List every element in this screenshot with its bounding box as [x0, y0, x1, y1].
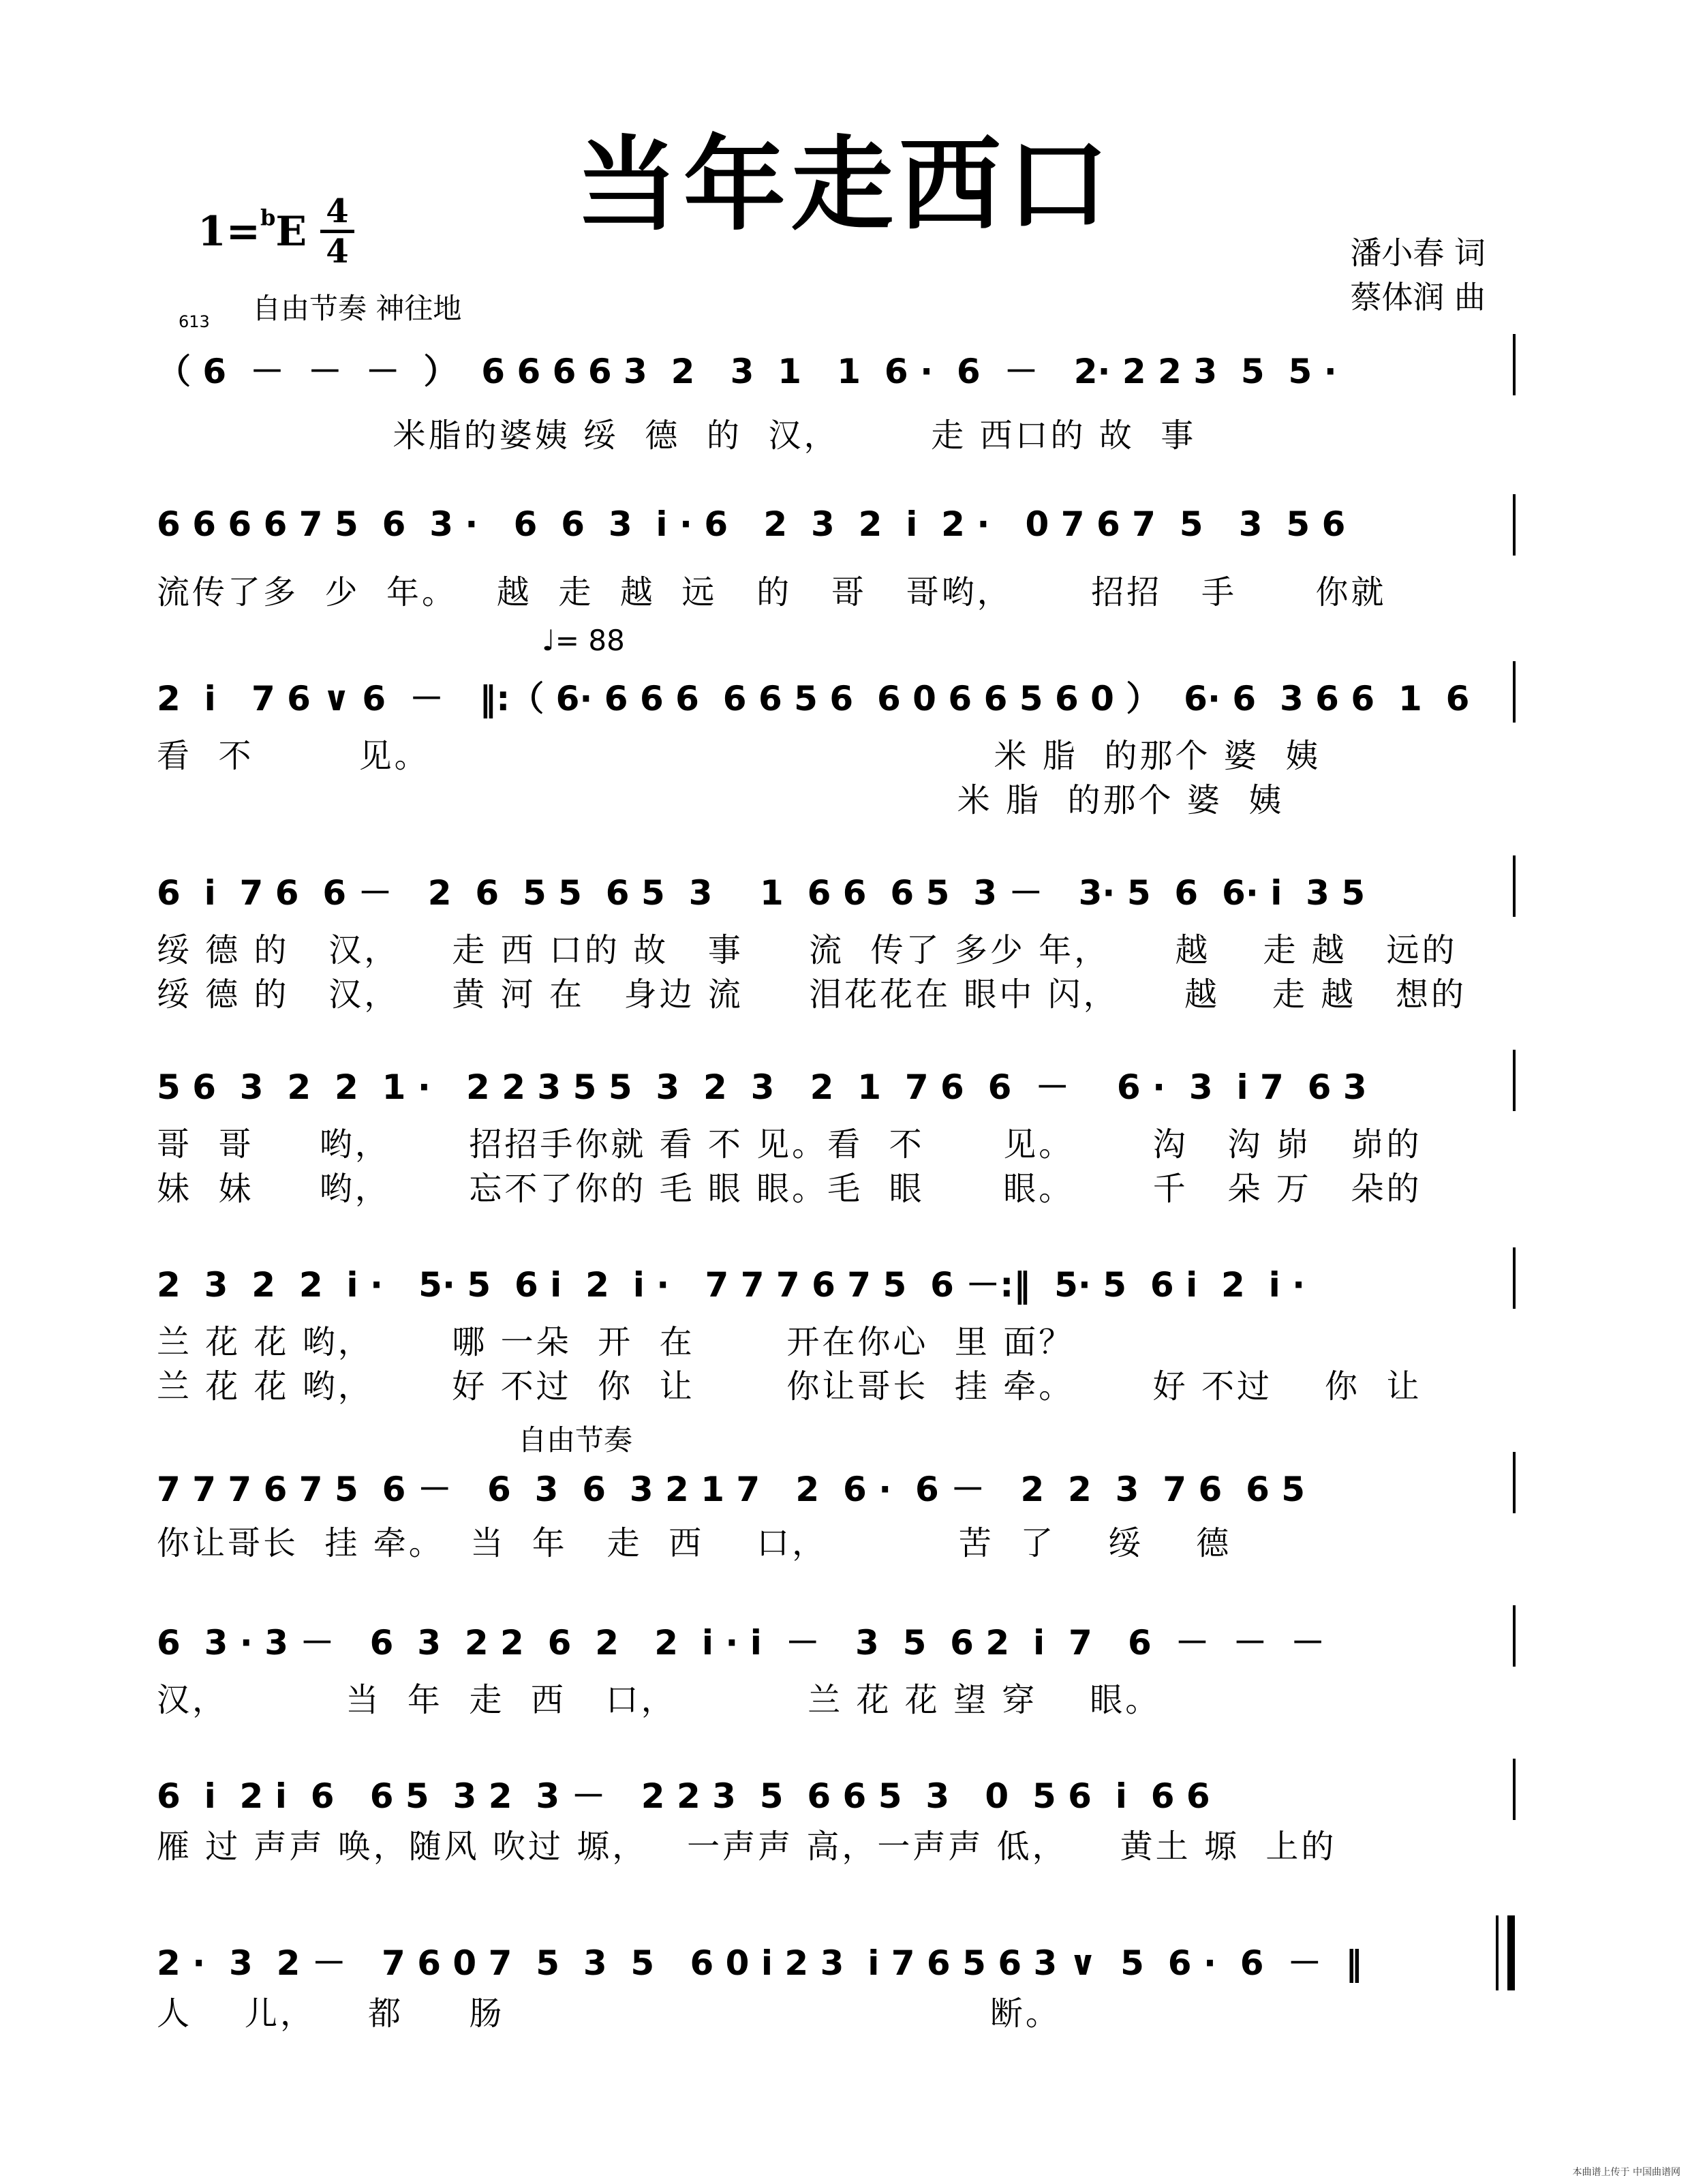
key-flat: b: [260, 204, 276, 230]
lyric-line-1: 米脂的婆姨 绥 德 的 汉， 走 西口的 故 事: [157, 416, 1197, 455]
music-line-3: 2 i 7 6 ∨ 6 － ‖:（ 6· 6 6 6 6 6 5 6 6 0 6 6 5 6 0 ） 6· 6 3 6 6 1 6: [157, 679, 1470, 718]
key-prefix: 1=: [198, 208, 261, 256]
final-barline: [1507, 1915, 1515, 1990]
intro-direction: 自由节奏 神往地: [252, 292, 462, 325]
final-barline-thin: [1496, 1915, 1499, 1990]
key-note: E: [275, 208, 307, 256]
footer-credit: 本曲谱上传于 中国曲谱网: [1572, 2167, 1680, 2178]
music-line-7: 7 7 7 6 7 5 6 － 6 3 6 3 2 1 7 2 6 · 6 － 2 2 3 7 6 6 5: [157, 1470, 1306, 1509]
song-title: 当年走西口: [575, 126, 1114, 245]
lyricist-credit: 潘小春 词: [1350, 234, 1486, 271]
lyric-line-2: 流传了多 少 年。 越 走 越 远 的 哥 哥哟， 招招 手 你就: [157, 573, 1387, 611]
lyric-line-10: 人 儿， 都 肠 断。: [157, 1995, 1061, 2033]
lyric-line-8: 汉， 当 年 走 西 口， 兰 花 花 望 穿 眼。: [157, 1681, 1161, 1719]
barline: [1513, 1605, 1516, 1667]
lyric-line-9: 雁 过 声声 唤，随风 吹过 塬， 一声声 高，一声声 低， 黄土 塬 上的: [157, 1827, 1337, 1866]
lyric-line-5a: 哥 哥 哟， 招招手你就 看 不 见。看 不 见。 沟 沟 峁 峁的: [157, 1125, 1422, 1164]
tempo-marking: ♩= 88: [542, 624, 625, 657]
time-signature-top: 4: [326, 192, 349, 230]
barline: [1513, 1247, 1516, 1309]
music-line-6: 2 3 2 2 i · 5· 5 6 i 2 i · 7 7 7 6 7 5 6 －:‖ 5· 5 6 i 2 i ·: [157, 1265, 1306, 1305]
lyric-line-7: 你让哥长 挂 牵。 当 年 走 西 口， 苦 了 绥 德: [157, 1524, 1232, 1562]
key-signature: [198, 204, 307, 256]
lyric-line-4b: 绥 德 的 汉， 黄 河 在 身边 流 泪花花在 眼中 闪， 越 走 越 想的: [157, 975, 1467, 1014]
barline: [1513, 334, 1516, 395]
lyric-line-3b: 米 脂 的那个 婆 姨: [157, 781, 1285, 819]
lyric-line-4a: 绥 德 的 汉， 走 西 口的 故 事 流 传了 多少 年， 越 走 越 远的: [157, 931, 1458, 969]
music-line-5: 5 6 3 2 2 1 · 2 2 3 5 5 3 2 3 2 1 7 6 6 － 6 · 3 i 7 6 3: [157, 1067, 1367, 1107]
lyric-line-6a: 兰 花 花 哟， 哪 一朵 开 在 开在你心 里 面？: [157, 1323, 1075, 1361]
barline: [1513, 1452, 1516, 1513]
time-signature: [320, 194, 354, 269]
free-tempo-direction: 自由节奏: [518, 1423, 633, 1457]
barline: [1513, 661, 1516, 723]
barline: [1513, 1759, 1516, 1820]
lyric-line-6b: 兰 花 花 哟， 好 不过 你 让 你让哥长 挂 牵。 好 不过 你 让: [157, 1367, 1422, 1406]
barline: [1513, 1050, 1516, 1111]
barline: [1513, 494, 1516, 556]
music-line-9: 6 i 2 i 6 6 5 3 2 3 － 2 2 3 5 6 6 5 3 0 5 6 i 6 6: [157, 1776, 1210, 1816]
music-line-1: （ 6 － － － ） 6 6 6 6 3 2 3 1 1 6 · 6 － 2· 2 2 3 5 5 ·: [157, 352, 1337, 391]
barline: [1513, 855, 1516, 917]
lyric-line-5b: 妹 妹 哟， 忘不了你的 毛 眼 眼。毛 眼 眼。 千 朵 万 朵的: [157, 1170, 1422, 1208]
composer-credit: 蔡体润 曲: [1350, 279, 1486, 316]
grace-notes: 613: [179, 312, 210, 331]
music-line-10: 2 · 3 2 － 7 6 0 7 5 3 5 6 0 i 2 3 i 7 6 5 6 3 ∨ 5 6 · 6 － ‖: [157, 1943, 1363, 1983]
music-line-8: 6 3 · 3 － 6 3 2 2 6 2 2 i · i － 3 5 6 2 i 7 6 － － －: [157, 1623, 1325, 1663]
time-signature-bottom: 4: [326, 232, 349, 271]
lyric-line-3a: 看 不 见。 米 脂 的那个 婆 姨: [157, 737, 1321, 775]
music-line-4: 6 i 7 6 6 － 2 6 5 5 6 5 3 1 6 6 6 5 3 － 3· 5 6 6· i 3 5: [157, 873, 1366, 913]
music-line-2: 6 6 6 6 7 5 6 3 · 6 6 3 i · 6 2 3 2 i 2 · 0 7 6 7 5 3 5 6: [157, 504, 1346, 544]
